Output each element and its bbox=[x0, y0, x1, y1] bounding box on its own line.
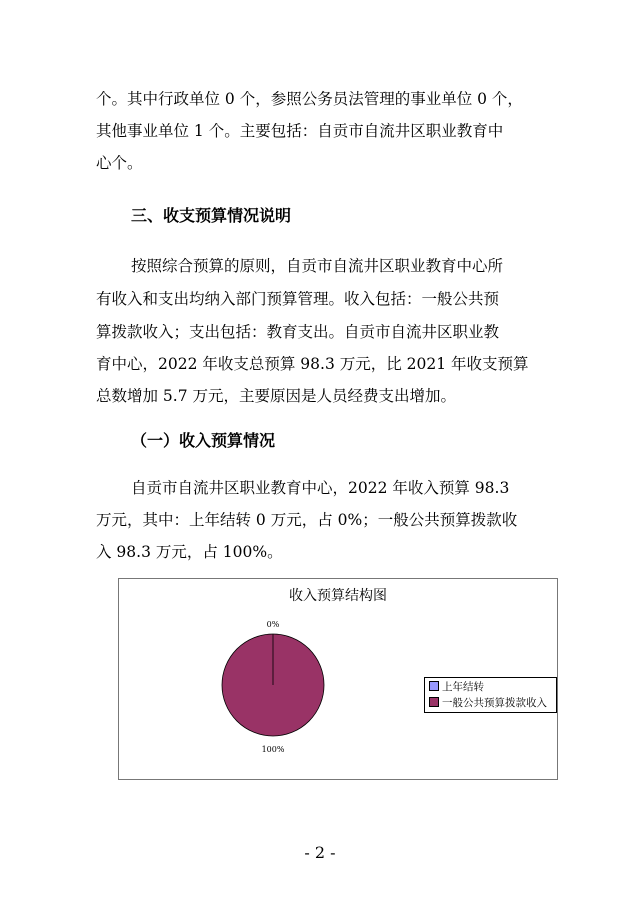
paragraph-line: 其他事业单位 1 个。主要包括：自贡市自流井区职业教育中 bbox=[96, 122, 504, 140]
paragraph-line: 万元，其中：上年结转 0 万元，占 0%；一般公共预算拨款收 bbox=[96, 511, 518, 529]
legend-swatch bbox=[429, 681, 439, 691]
section-heading: 三、收支预算情况说明 bbox=[131, 206, 292, 225]
data-label-一般公共预算拨款收入: 100% bbox=[261, 745, 285, 754]
chart-title: 收入预算结构图 bbox=[289, 588, 387, 604]
paragraph-line: 自贡市自流井区职业教育中心，2022 年收入预算 98.3 bbox=[131, 479, 510, 497]
paragraph-line: 有收入和支出均纳入部门预算管理。收入包括：一般公共预 bbox=[96, 290, 500, 308]
legend-item bbox=[425, 678, 556, 694]
paragraph-line: 心个。 bbox=[96, 154, 143, 172]
legend-label: 上年结转 bbox=[442, 680, 484, 693]
legend-label: 一般公共预算拨款收入 bbox=[442, 696, 547, 709]
page-number: - 2 - bbox=[304, 843, 336, 862]
paragraph-line: 个。其中行政单位 0 个，参照公务员法管理的事业单位 0 个， bbox=[96, 90, 523, 108]
legend-swatch bbox=[429, 697, 439, 707]
paragraph-line: 育中心，2022 年收支总预算 98.3 万元，比 2021 年收支预算 bbox=[96, 355, 529, 373]
paragraph-line: 入 98.3 万元，占 100%。 bbox=[96, 543, 283, 561]
pie-chart-container bbox=[118, 578, 558, 780]
paragraph-line: 总数增加 5.7 万元，主要原因是人员经费支出增加。 bbox=[96, 387, 457, 405]
legend-item bbox=[425, 694, 556, 710]
paragraph-line: 算拨款收入；支出包括：教育支出。自贡市自流井区职业教 bbox=[96, 323, 500, 341]
chart-legend bbox=[424, 677, 557, 713]
subsection-heading: （一）收入预算情况 bbox=[131, 431, 276, 450]
paragraph-line: 按照综合预算的原则，自贡市自流井区职业教育中心所 bbox=[131, 257, 504, 275]
data-label-上年结转: 0% bbox=[266, 620, 280, 629]
